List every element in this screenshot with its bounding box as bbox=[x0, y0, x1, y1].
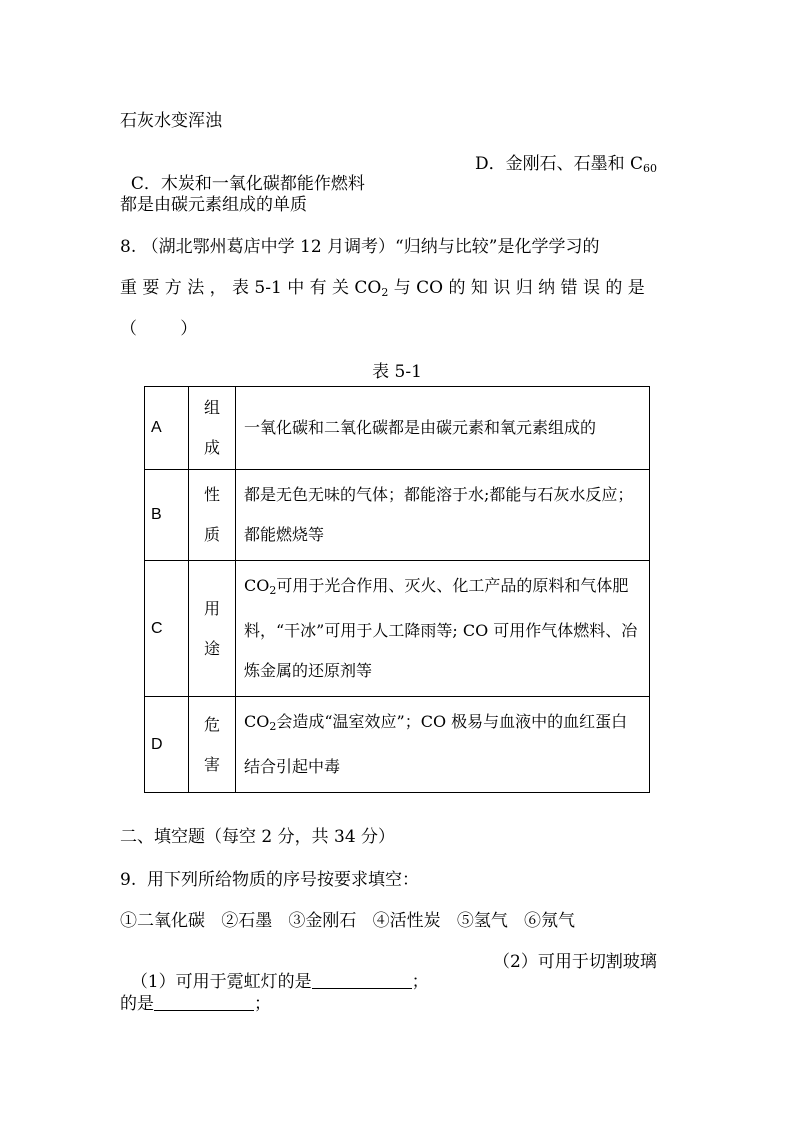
q8-stem-line-1: 8. （湖北鄂州葛店中学 12 月调考）“归纳与比较”是化学学习的 bbox=[120, 237, 600, 257]
comparison-table bbox=[144, 386, 650, 793]
q9-stem: 9. 用下列所给物质的序号按要求填空： bbox=[120, 870, 420, 890]
q8-answer-blank: （ ） bbox=[120, 319, 198, 339]
row-category: 性 质 bbox=[189, 470, 236, 561]
prev-line-1: 石灰水变浑浊 bbox=[120, 111, 222, 131]
q9-options: ①二氧化碳 ②石墨 ③金刚石 ④活性炭 ⑤氢气 ⑥氖气 bbox=[120, 911, 576, 931]
table-caption: 表 5-1 bbox=[372, 362, 422, 382]
prev-line-3: 都是由碳元素组成的单质 bbox=[120, 195, 307, 215]
row-content: $CO_2$可用于光合作用、灭火、化工产品的原料和气体肥料，“干冰”可用于人工降雨等; CO 可用作气体燃料、冶炼金属的还原剂等 bbox=[236, 561, 650, 697]
table-row bbox=[145, 561, 650, 697]
option-c: C．木炭和一氧化碳都能作燃料 bbox=[130, 174, 365, 194]
row-key: B bbox=[145, 470, 189, 561]
option-d: D．金刚石、石墨和 $C_{60}$ bbox=[475, 154, 658, 175]
q9-part-1: （1）可用于霓虹灯的是 bbox=[130, 972, 312, 992]
q9-part-2: （2）可用于切割玻璃 bbox=[493, 952, 657, 972]
row-key: A bbox=[145, 387, 189, 470]
row-key: C bbox=[145, 561, 189, 697]
row-content: 都是无色无味的气体；都能溶于水;都能与石灰水反应；都能燃烧等 bbox=[236, 470, 650, 561]
section-title: 二、填空题（每空 2 分，共 34 分） bbox=[120, 827, 396, 847]
row-content: $CO_2$会造成“温室效应”；CO 极易与血液中的血红蛋白结合引起中毒 bbox=[236, 697, 650, 793]
row-category: 组 成 bbox=[189, 387, 236, 470]
q8-stem-line-2: 重 要 方 法 ， 表 5-1 中 有 关 $CO_2$ 与 CO 的 知 识 归 纳 错 误 的 是 bbox=[120, 278, 645, 299]
table-row bbox=[145, 470, 650, 561]
table-row bbox=[145, 697, 650, 793]
row-category: 用 途 bbox=[189, 561, 236, 697]
q9-part-2-line: 的是 ； bbox=[120, 994, 271, 1014]
q9-part-1-line: （1）可用于霓虹灯的是 ； （2）可用于切割玻璃 bbox=[120, 947, 680, 1012]
row-content: 一氧化碳和二氧化碳都是由碳元素和氧元素组成的 bbox=[236, 387, 650, 470]
table-row bbox=[145, 387, 650, 470]
answer-blank-2[interactable] bbox=[154, 992, 254, 1011]
answer-blank-1[interactable] bbox=[312, 970, 412, 989]
row-category: 危 害 bbox=[189, 697, 236, 793]
row-key: D bbox=[145, 697, 189, 793]
